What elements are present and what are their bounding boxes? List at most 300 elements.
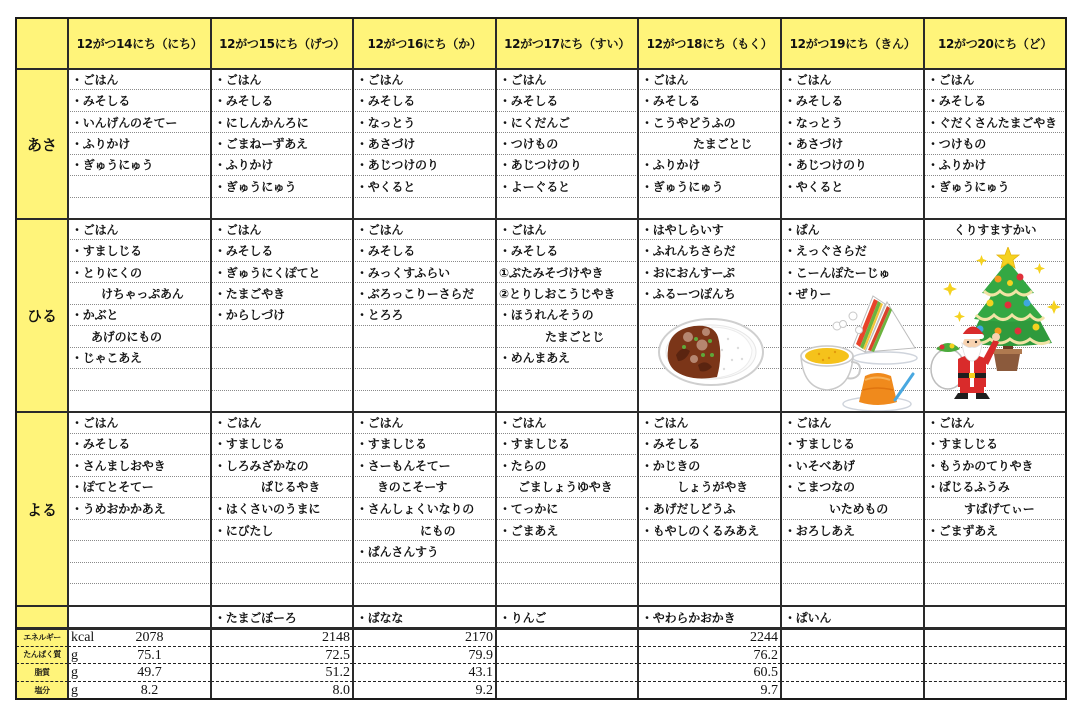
- day-header-text: 12がつ18にち（もく）: [646, 37, 773, 51]
- menu-item: [211, 498, 353, 520]
- snack-item-text: ・たまごぼーろ: [214, 610, 297, 625]
- day-header-text: 12がつ15にち（げつ）: [219, 37, 345, 51]
- nutrition-value-fat-text: 51.2: [325, 665, 350, 680]
- menu-item-text: ・ぱじるふうみ: [927, 480, 1010, 495]
- nutrition-divider: [16, 627, 1066, 630]
- menu-item-text: ・みそしる: [784, 94, 844, 109]
- empty-menu-cell: [353, 348, 496, 369]
- menu-item: [496, 133, 638, 154]
- menu-item-text: ・あじつけのり: [499, 158, 582, 173]
- menu-item: [781, 434, 924, 456]
- menu-item: [68, 262, 211, 283]
- nutrition-value-energy-text: 2170: [465, 630, 493, 645]
- menu-item: [781, 412, 924, 434]
- menu-item: [924, 219, 1066, 240]
- menu-item: [353, 90, 496, 111]
- menu-item: [68, 69, 211, 90]
- empty-menu-cell: [638, 563, 781, 585]
- menu-item-text: ・みそしる: [356, 94, 416, 109]
- menu-item: [353, 155, 496, 176]
- menu-item: [781, 240, 924, 261]
- menu-item: [638, 434, 781, 456]
- menu-item-text: すぱげてぃー: [964, 501, 1035, 516]
- nutrition-value-fat: [781, 664, 924, 682]
- menu-item-text: ・かじきの: [641, 458, 701, 473]
- menu-item-text: ごましょうゆやき: [518, 480, 613, 495]
- menu-item: [638, 133, 781, 154]
- menu-item-text: ・みそしる: [71, 94, 131, 109]
- menu-item: [781, 112, 924, 133]
- column-divider: [637, 18, 639, 700]
- menu-item-text: ・ふるーつぽんち: [641, 287, 736, 302]
- day-header-text: 12がつ14にち（にち）: [76, 37, 203, 51]
- empty-menu-cell: [68, 369, 211, 390]
- menu-item: [353, 455, 496, 477]
- empty-menu-cell: [638, 584, 781, 606]
- menu-item-text: けちゃっぷあん: [101, 287, 184, 302]
- meal-label-dinner: [16, 412, 68, 606]
- column-divider: [780, 18, 782, 700]
- menu-item: [68, 112, 211, 133]
- menu-item: [496, 348, 638, 369]
- menu-item-text: ・こーんぽたーじゅ: [784, 265, 891, 280]
- nutrition-label-energy-text: エネルギー: [23, 632, 61, 642]
- menu-item-text: ・ふれんちさらだ: [641, 244, 736, 259]
- empty-menu-cell: [68, 198, 211, 219]
- menu-item-text: ・いそべあげ: [784, 458, 855, 473]
- menu-item-text: ・たまごやき: [214, 287, 285, 302]
- menu-item-text: いためもの: [829, 501, 889, 516]
- empty-menu-cell: [781, 541, 924, 563]
- empty-menu-cell: [924, 584, 1066, 606]
- menu-item-text: ・ふりかけ: [214, 158, 274, 173]
- snack-item-text: ・ぱいん: [784, 610, 832, 625]
- menu-item: [496, 262, 638, 283]
- nutrition-value-energy: [353, 629, 496, 647]
- menu-item: [638, 262, 781, 283]
- menu-item: [638, 240, 781, 261]
- menu-item: [353, 412, 496, 434]
- menu-item: [353, 283, 496, 304]
- menu-item-text: ・ぎゅうにゅう: [927, 179, 1010, 194]
- menu-item: [211, 155, 353, 176]
- nutrition-value-text: 49.7: [137, 665, 162, 680]
- row-divider: [16, 411, 1066, 413]
- nutrition-value-salt-text: 8.0: [332, 682, 350, 698]
- menu-item: [211, 133, 353, 154]
- hayashi-rice-illustration: [656, 315, 766, 387]
- empty-menu-cell: [496, 541, 638, 563]
- menu-item: [353, 176, 496, 197]
- meal-label-lunch-text: ひる: [26, 307, 57, 325]
- nutrition-value-salt: [211, 682, 353, 700]
- menu-item-text: ・みそしる: [641, 437, 701, 452]
- menu-item: [353, 498, 496, 520]
- menu-item: [924, 112, 1066, 133]
- nutrition-value-fat-text: 43.1: [468, 665, 493, 680]
- menu-item-text: ・ごはん: [356, 415, 404, 430]
- menu-item-text: ・ごはん: [784, 415, 832, 430]
- menu-item-text: たまごとじ: [693, 136, 753, 151]
- nutrition-label-protein-text: たんぱく質: [23, 650, 61, 660]
- menu-item: [211, 434, 353, 456]
- menu-item-text: ・ごはん: [641, 72, 689, 87]
- menu-item-text: ・ほうれんそうの: [499, 308, 594, 323]
- nutrition-value-salt: [924, 682, 1066, 700]
- menu-item: [211, 305, 353, 326]
- menu-item: [496, 112, 638, 133]
- day-header-text: 12がつ20にち（ど）: [937, 37, 1053, 51]
- menu-item-text: ・はくさいのうまに: [214, 501, 321, 516]
- empty-menu-cell: [924, 198, 1066, 219]
- menu-item: [68, 283, 211, 304]
- meal-label-breakfast: [16, 69, 68, 219]
- snack-item-text: ・やわらかおかき: [641, 610, 736, 625]
- empty-menu-cell: [68, 541, 211, 563]
- menu-item-text: ・もやしのくるみあえ: [641, 523, 760, 538]
- sandwich-soup-jelly-illustration: [795, 290, 920, 414]
- menu-item: [496, 434, 638, 456]
- menu-item: [68, 455, 211, 477]
- menu-item: [211, 90, 353, 111]
- menu-item: [781, 69, 924, 90]
- menu-item: [924, 155, 1066, 176]
- menu-item-text: ・すましじる: [784, 437, 855, 452]
- row-divider: [16, 68, 1066, 70]
- snack-item: [638, 606, 781, 628]
- day-header: [496, 18, 638, 69]
- column-divider: [210, 18, 212, 700]
- menu-item-text: ・もうかのてりやき: [927, 458, 1034, 473]
- day-header: [638, 18, 781, 69]
- meal-label-breakfast-text: あさ: [26, 135, 57, 154]
- nutrition-label-fat-text: 脂質: [34, 667, 50, 677]
- nutrition-value-protein: [211, 647, 353, 665]
- nutrition-value-protein: [496, 647, 638, 665]
- menu-item: [211, 477, 353, 499]
- menu-item-text: ・しろみざかなの: [214, 458, 309, 473]
- nutrition-label-salt-text: 塩分: [34, 685, 50, 695]
- empty-menu-cell: [68, 391, 211, 412]
- menu-item-text: ・さーもんそてー: [356, 458, 451, 473]
- menu-item-text: ①ぶたみそづけやき: [499, 265, 604, 280]
- nutrition-value-fat: [68, 664, 211, 682]
- menu-item: [211, 520, 353, 542]
- menu-item-text: ・ぶろっこりーさらだ: [356, 287, 475, 302]
- menu-item: [496, 305, 638, 326]
- menu-item-text: ・みそしる: [214, 94, 274, 109]
- menu-item: [68, 219, 211, 240]
- menu-item: [353, 240, 496, 261]
- menu-item: [781, 155, 924, 176]
- menu-item-text: たまごとじ: [545, 329, 605, 344]
- menu-item-text: ②とりしおこうじやき: [499, 287, 616, 302]
- nutrition-value-fat: [353, 664, 496, 682]
- menu-item-text: ・ぜりー: [784, 287, 832, 302]
- nutrition-value-energy: [68, 629, 211, 647]
- menu-item: [211, 219, 353, 240]
- empty-menu-cell: [496, 198, 638, 219]
- empty-menu-cell: [353, 584, 496, 606]
- nutrition-value-protein: [68, 647, 211, 665]
- empty-menu-cell: [68, 563, 211, 585]
- nutrition-value-energy: [211, 629, 353, 647]
- menu-item-text: ・おろしあえ: [784, 523, 855, 538]
- menu-item: [353, 520, 496, 542]
- menu-item: [353, 133, 496, 154]
- snack-item: [781, 606, 924, 628]
- empty-menu-cell: [496, 369, 638, 390]
- menu-item-text: ・ふりかけ: [71, 136, 131, 151]
- empty-menu-cell: [211, 369, 353, 390]
- menu-item: [68, 348, 211, 369]
- menu-item: [924, 498, 1066, 520]
- snack-label: [16, 606, 68, 628]
- menu-item: [496, 155, 638, 176]
- day-header: [781, 18, 924, 69]
- menu-item: [638, 498, 781, 520]
- menu-item-text: ・ごはん: [356, 72, 404, 87]
- menu-item-text: ・さんましおやき: [71, 458, 166, 473]
- menu-item: [496, 69, 638, 90]
- menu-item-text: ・はやしらいす: [641, 222, 724, 237]
- empty-menu-cell: [781, 563, 924, 585]
- empty-menu-cell: [211, 198, 353, 219]
- nutrition-value-salt: [496, 682, 638, 700]
- menu-item-text: ・かぶと: [71, 308, 119, 323]
- menu-item-text: ・とろろ: [356, 308, 404, 323]
- empty-snack-cell: [68, 606, 211, 628]
- empty-menu-cell: [68, 584, 211, 606]
- menu-item: [353, 219, 496, 240]
- menu-item-text: ・あげだしどうふ: [641, 501, 736, 516]
- nutrition-value-protein: [924, 647, 1066, 665]
- empty-menu-cell: [638, 391, 781, 412]
- nutrition-value-text: 2078: [135, 630, 164, 645]
- empty-menu-cell: [353, 198, 496, 219]
- meal-label-lunch: [16, 219, 68, 412]
- empty-menu-cell: [638, 541, 781, 563]
- menu-item-text: ・ごはん: [214, 222, 262, 237]
- day-header-text: 12がつ19にち（きん）: [789, 37, 916, 51]
- menu-item: [353, 112, 496, 133]
- empty-menu-cell: [211, 348, 353, 369]
- menu-item-text: ・ぎゅうにゅう: [641, 179, 724, 194]
- menu-item: [781, 498, 924, 520]
- menu-item: [496, 240, 638, 261]
- menu-item: [211, 176, 353, 197]
- empty-menu-cell: [353, 369, 496, 390]
- nutrition-value-salt-text: 9.7: [760, 682, 778, 698]
- menu-item-text: ・みそしる: [641, 94, 701, 109]
- day-header-text: 12がつ16にち（か）: [367, 37, 482, 51]
- meal-label-dinner-text: よる: [26, 500, 57, 519]
- menu-item-text: ・ぎゅうにゅう: [71, 158, 154, 173]
- day-header: [353, 18, 496, 69]
- menu-item: [68, 412, 211, 434]
- menu-item: [924, 455, 1066, 477]
- menu-item-text: ・ごはん: [214, 72, 262, 87]
- snack-item: [211, 606, 353, 628]
- menu-item: [781, 262, 924, 283]
- menu-item: [353, 434, 496, 456]
- menu-item: [496, 498, 638, 520]
- empty-menu-cell: [353, 563, 496, 585]
- menu-item: [638, 219, 781, 240]
- nutrition-value-fat-text: 60.5: [753, 665, 778, 680]
- menu-item: [211, 69, 353, 90]
- menu-item-text: ・ごはん: [784, 72, 832, 87]
- nutrition-value-protein: [638, 647, 781, 665]
- menu-item-text: しょうがやき: [677, 480, 748, 495]
- snack-item: [353, 606, 496, 628]
- empty-menu-cell: [496, 563, 638, 585]
- menu-item-text: ・みそしる: [214, 244, 274, 259]
- empty-menu-cell: [68, 176, 211, 197]
- menu-item-text: ・ごはん: [71, 72, 119, 87]
- menu-item-text: ・ごまずあえ: [927, 523, 998, 538]
- menu-item-text: ・ぐだくさんたまごやき: [927, 115, 1057, 130]
- menu-item-text: ・ごまねーずあえ: [214, 136, 308, 151]
- menu-item-text: ・にくだんご: [499, 115, 570, 130]
- menu-item: [496, 326, 638, 347]
- nutrition-unit: g: [71, 647, 78, 663]
- nutrition-value-energy: [781, 629, 924, 647]
- menu-item-text: ・ごはん: [71, 222, 119, 237]
- menu-item-text: くりすますかい: [953, 222, 1037, 237]
- menu-item: [211, 455, 353, 477]
- empty-menu-cell: [353, 326, 496, 347]
- empty-menu-cell: [924, 541, 1066, 563]
- row-divider: [16, 605, 1066, 607]
- snack-item: [496, 606, 638, 628]
- menu-item: [68, 90, 211, 111]
- empty-menu-cell: [68, 520, 211, 542]
- column-divider: [923, 18, 925, 700]
- menu-item-text: ・みそしる: [499, 244, 559, 259]
- menu-item-text: ・こうやどうふの: [641, 115, 736, 130]
- menu-item: [353, 69, 496, 90]
- menu-item: [924, 176, 1066, 197]
- menu-item: [924, 412, 1066, 434]
- menu-item: [68, 240, 211, 261]
- menu-item: [353, 262, 496, 283]
- menu-item-text: ・あじつけのり: [784, 158, 867, 173]
- menu-item-text: ・ごはん: [214, 415, 262, 430]
- menu-item-text: ・すましじる: [927, 437, 998, 452]
- menu-item-text: にもの: [420, 523, 456, 538]
- menu-item-text: ・ふりかけ: [641, 158, 701, 173]
- menu-item-text: ・すましじる: [71, 244, 142, 259]
- nutrition-value-fat: [496, 664, 638, 682]
- nutrition-value-text: 8.2: [140, 682, 159, 698]
- nutrition-value-energy: [638, 629, 781, 647]
- nutrition-value-energy: [496, 629, 638, 647]
- column-divider: [67, 18, 69, 700]
- nutrition-value-protein: [781, 647, 924, 665]
- empty-menu-cell: [353, 391, 496, 412]
- menu-item: [781, 477, 924, 499]
- menu-item-text: ・あじつけのり: [356, 158, 439, 173]
- menu-item-text: ・ごはん: [499, 72, 547, 87]
- menu-item: [638, 176, 781, 197]
- menu-item-text: ・みそしる: [356, 244, 416, 259]
- menu-item-text: ・みそしる: [927, 94, 987, 109]
- menu-item: [638, 155, 781, 176]
- menu-item-text: ・ごはん: [641, 415, 689, 430]
- empty-menu-cell: [924, 563, 1066, 585]
- menu-item: [68, 434, 211, 456]
- menu-item-text: ・とりにくの: [71, 265, 142, 280]
- menu-item: [353, 305, 496, 326]
- menu-item: [496, 176, 638, 197]
- empty-menu-cell: [211, 326, 353, 347]
- menu-item-text: ・うめおかかあえ: [71, 501, 166, 516]
- menu-item-text: ・みそしる: [71, 437, 131, 452]
- menu-item-text: ・すましじる: [499, 437, 570, 452]
- menu-item-text: ・さんしょくいなりの: [356, 501, 475, 516]
- day-header-text: 12がつ17にち（すい）: [504, 37, 630, 51]
- menu-item-text: ・よーぐると: [499, 179, 570, 194]
- menu-item-text: ・ごはん: [499, 415, 547, 430]
- nutrition-value-protein-text: 79.9: [468, 647, 493, 663]
- menu-item-text: ・じゃこあえ: [71, 351, 142, 366]
- empty-snack-cell: [924, 606, 1066, 628]
- menu-item-text: ・ごはん: [927, 72, 975, 87]
- empty-menu-cell: [211, 584, 353, 606]
- nutrition-unit: g: [71, 682, 78, 698]
- menu-item: [781, 176, 924, 197]
- menu-item-text: ぱじるやき: [261, 480, 321, 495]
- column-divider: [352, 18, 354, 700]
- menu-item-text: ・すましじる: [356, 437, 427, 452]
- menu-item: [496, 455, 638, 477]
- menu-item: [496, 90, 638, 111]
- menu-item: [638, 455, 781, 477]
- menu-item: [638, 283, 781, 304]
- day-header: [211, 18, 353, 69]
- menu-item: [781, 520, 924, 542]
- menu-item-text: ・ごまあえ: [499, 523, 559, 538]
- empty-menu-cell: [496, 391, 638, 412]
- menu-item: [781, 133, 924, 154]
- menu-item: [924, 477, 1066, 499]
- christmas-tree-santa-illustration: [928, 247, 1063, 407]
- menu-item: [924, 520, 1066, 542]
- nutrition-unit: kcal: [71, 630, 95, 645]
- nutrition-unit: g: [71, 665, 78, 680]
- menu-item: [638, 520, 781, 542]
- menu-item: [353, 541, 496, 563]
- day-header: [68, 18, 211, 69]
- menu-item: [68, 498, 211, 520]
- menu-item: [781, 90, 924, 111]
- empty-menu-cell: [781, 584, 924, 606]
- menu-item: [211, 262, 353, 283]
- nutrition-value-salt-text: 9.2: [475, 682, 493, 698]
- empty-menu-cell: [781, 198, 924, 219]
- nutrition-label-protein: [16, 647, 68, 665]
- menu-item-text: ・つけもの: [499, 136, 559, 151]
- menu-item-text: ・ぱんさんすう: [356, 545, 439, 560]
- menu-item-text: ・やくると: [356, 179, 416, 194]
- nutrition-value-salt: [353, 682, 496, 700]
- nutrition-value-energy: [924, 629, 1066, 647]
- menu-item-text: ・やくると: [784, 179, 844, 194]
- menu-item-text: きのこそーす: [377, 480, 448, 495]
- nutrition-value-salt: [781, 682, 924, 700]
- menu-item-text: ・めんまあえ: [499, 351, 570, 366]
